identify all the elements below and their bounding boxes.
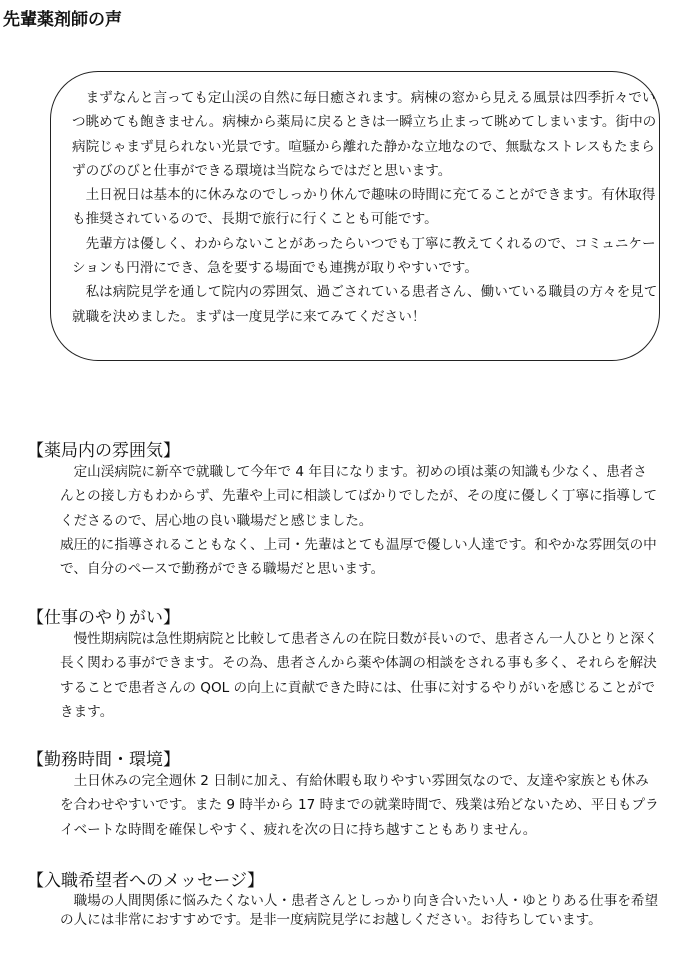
section-heading-hours: 【勤務時間・環境】 [27, 750, 180, 770]
section-heading-atmosphere: 【薬局内の雰囲気】 [27, 441, 180, 461]
section-heading-message: 【入職希望者へのメッセージ】 [27, 871, 264, 891]
section-paragraph: 定山渓病院に新卒で就職して今年で 4 年目になります。初めの頃は薬の知識も少なく、患者さんとの接し方もわからず、先輩や上司に相談してばかりでしたが、その度に優しく丁寧に指導してくださるので、居心地の良い職場だと感じました。 [60, 464, 658, 529]
testimonial-paragraph: 私は病院見学を通して院内の雰囲気、過ごされている患者さん、働いている職員の方々を見て就職を決めました。まずは一度見学に来てみてください！ [72, 284, 658, 325]
section-heading-rewards: 【仕事のやりがい】 [27, 608, 180, 628]
testimonial-paragraph: 先輩方は優しく、わからないことがあったらいつでも丁寧に教えてくれるので、コミュニケーションも円滑にでき、急を要する場面でも連携が取りやすいです。 [72, 235, 656, 277]
section-paragraph: 職場の人間関係に悩みたくない人・患者さんとしっかり向き合いたい人・ゆとりある仕事を希望の人には非常におすすめです。是非一度病院見学にお越しください。お待ちしています。 [60, 893, 659, 928]
section-body-rewards [60, 627, 660, 724]
section-body-hours [60, 769, 660, 842]
testimonial-paragraph: まずなんと言っても定山渓の自然に毎日癒されます。病棟の窓から見える風景は四季折々でいつ眺めても飽きません。病棟から薬局に戻るときは一瞬立ち止まって眺めてしまいます。街中の病院じゃまず見られない光景です。喧騒から離れた静かな立地なので、無駄なストレスもたまらずのびのびと仕事ができる環境は当院ならではだと思います。 [72, 90, 657, 179]
section-body-atmosphere [60, 460, 660, 581]
section-paragraph: 威圧的に指導されることもなく、上司・先輩はとても温厚で優しい人達です。和やかな雰囲気の中で、自分のペースで勤務ができる職場だと思います。 [60, 536, 657, 578]
page-title: 先輩薬剤師の声 [3, 10, 122, 30]
section-paragraph: 慢性期病院は急性期病院と比較して患者さんの在院日数が長いので、患者さん一人ひとりと深く長く関わる事ができます。その為、患者さんから薬や体調の相談をされる事も多く、それらを解決することで患者さんの QOL の向上に貢献できた時には、仕事に対するやりがいを感じることができます。 [60, 631, 658, 720]
testimonial-text [72, 86, 658, 329]
section-paragraph: 土日休みの完全週休 2 日制に加え、有給休暇も取りやすい雰囲気なので、友達や家族とも休みを合わせやすいです。また 9 時半から 17 時までの就業時間で、残業は殆どないため、平日もプライベートな時間を確保しやすく、疲れを次の日に持ち越すこともありません。 [60, 773, 659, 838]
section-body-message [60, 892, 660, 929]
testimonial-paragraph: 土日祝日は基本的に休みなのでしっかり休んで趣味の時間に充てることができます。有休取得も推奨されているので、長期で旅行に行くことも可能です。 [72, 187, 656, 228]
